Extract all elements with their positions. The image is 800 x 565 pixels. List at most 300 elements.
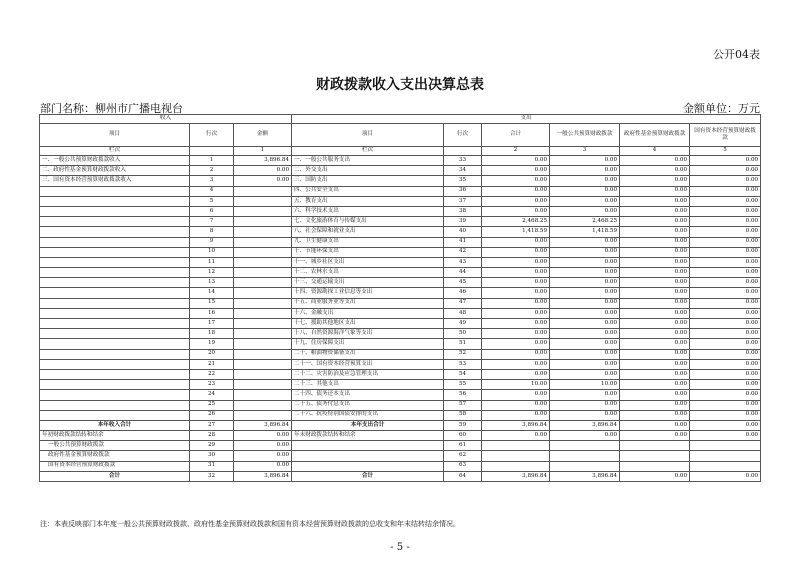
soe-capital-amount: 0.00 <box>690 390 761 400</box>
empty-cell <box>444 147 482 156</box>
expense-item: 二十三、其他支出 <box>292 380 444 390</box>
income-item: 国有资本经营预算财政拨款 <box>40 461 190 471</box>
table-row <box>40 471 761 481</box>
income-item <box>40 217 190 227</box>
total-header: 合计 <box>482 124 550 147</box>
income-row-no: 2 <box>190 166 234 176</box>
table-row <box>40 298 761 308</box>
soe-capital-amount: 0.00 <box>690 298 761 308</box>
expense-row-no: 42 <box>444 247 482 257</box>
expense-item <box>292 461 444 471</box>
soe-capital-amount: 0.00 <box>690 206 761 216</box>
table-row <box>40 308 761 318</box>
soe-capital-amount: 0.00 <box>690 176 761 186</box>
soe-capital-amount: 0.00 <box>690 329 761 339</box>
table-row <box>40 237 761 247</box>
general-budget-amount: 0.00 <box>550 410 620 420</box>
gov-fund-amount <box>620 461 690 471</box>
soe-capital-amount <box>690 451 761 461</box>
general-budget-amount: 0.00 <box>550 186 620 196</box>
gov-fund-amount: 0.00 <box>620 400 690 410</box>
total-amount: 0.00 <box>482 369 550 379</box>
gov-fund-amount <box>620 451 690 461</box>
total-amount: 2,468.25 <box>482 217 550 227</box>
income-amount <box>234 380 292 390</box>
table-row <box>40 247 761 257</box>
gov-fund-amount: 0.00 <box>620 329 690 339</box>
gov-fund-amount: 0.00 <box>620 349 690 359</box>
expense-row-no: 35 <box>444 176 482 186</box>
expense-row-no: 64 <box>444 471 482 481</box>
general-budget-amount: 0.00 <box>550 166 620 176</box>
income-row-no: 21 <box>190 359 234 369</box>
general-budget-amount: 0.00 <box>550 400 620 410</box>
table-row <box>40 206 761 216</box>
table-row <box>40 349 761 359</box>
soe-capital-amount: 0.00 <box>690 186 761 196</box>
income-item: 合计 <box>40 471 190 481</box>
expense-item: 二十六、抗疫特别国债安排的支出 <box>292 410 444 420</box>
expense-item: 二十五、债务付息支出 <box>292 400 444 410</box>
total-amount <box>482 451 550 461</box>
expense-row-no: 61 <box>444 441 482 451</box>
income-item <box>40 359 190 369</box>
income-row-no: 8 <box>190 227 234 237</box>
income-row-no: 7 <box>190 217 234 227</box>
table-row <box>40 278 761 288</box>
expense-row-no: 62 <box>444 451 482 461</box>
table-row <box>40 431 761 441</box>
col-number: 3 <box>550 147 620 156</box>
col-label: 栏次 <box>292 147 444 156</box>
expense-item: 十一、城乡社区支出 <box>292 257 444 267</box>
table-row <box>40 156 761 166</box>
general-budget-amount: 0.00 <box>550 319 620 329</box>
income-item <box>40 298 190 308</box>
expense-item: 十、节能环保支出 <box>292 247 444 257</box>
expense-row-no: 49 <box>444 319 482 329</box>
income-row-no: 14 <box>190 288 234 298</box>
expense-item <box>292 451 444 461</box>
col-number: 4 <box>620 147 690 156</box>
general-budget-amount: 0.00 <box>550 156 620 166</box>
income-row-no: 13 <box>190 278 234 288</box>
gov-fund-amount: 0.00 <box>620 339 690 349</box>
gov-fund-amount: 0.00 <box>620 186 690 196</box>
expense-item: 十四、资源勘探工业信息等支出 <box>292 288 444 298</box>
total-amount: 0.00 <box>482 359 550 369</box>
income-amount <box>234 186 292 196</box>
income-amount: 0.00 <box>234 176 292 186</box>
total-amount: 0.00 <box>482 308 550 318</box>
table-row <box>40 441 761 451</box>
income-amount <box>234 390 292 400</box>
col-number: 1 <box>234 147 292 156</box>
gov-fund-amount: 0.00 <box>620 420 690 430</box>
expense-item: 五、教育支出 <box>292 196 444 206</box>
income-header: 收入 <box>40 115 292 124</box>
income-row-no: 28 <box>190 431 234 441</box>
income-item <box>40 369 190 379</box>
soe-capital-header: 国有资本经营预算财政拨款 <box>690 124 761 147</box>
expense-row-no: 37 <box>444 196 482 206</box>
total-amount <box>482 441 550 451</box>
total-amount: 3,896.84 <box>482 420 550 430</box>
gov-fund-amount: 0.00 <box>620 206 690 216</box>
general-budget-amount: 2,468.25 <box>550 217 620 227</box>
income-item: 年初财政拨款结转和结余 <box>40 431 190 441</box>
income-item <box>40 247 190 257</box>
total-amount: 0.00 <box>482 206 550 216</box>
income-amount <box>234 237 292 247</box>
soe-capital-amount <box>690 441 761 451</box>
general-budget-amount: 0.00 <box>550 288 620 298</box>
income-amount <box>234 308 292 318</box>
expense-item <box>292 441 444 451</box>
expense-item: 八、社会保障和就业支出 <box>292 227 444 237</box>
income-row-no: 18 <box>190 329 234 339</box>
amount-unit: 金额单位：万元 <box>683 102 760 115</box>
expense-item: 十九、住房保障支出 <box>292 339 444 349</box>
income-item <box>40 329 190 339</box>
expense-item: 十六、金融支出 <box>292 308 444 318</box>
income-item <box>40 339 190 349</box>
soe-capital-amount: 0.00 <box>690 359 761 369</box>
form-code: 公开04表 <box>713 48 760 61</box>
total-amount: 0.00 <box>482 410 550 420</box>
general-budget-amount: 0.00 <box>550 359 620 369</box>
expense-item: 二十二、灾害防治及应急管理支出 <box>292 369 444 379</box>
income-amount: 3,896.84 <box>234 420 292 430</box>
income-row-no: 22 <box>190 369 234 379</box>
table-row <box>40 339 761 349</box>
income-amount: 0.00 <box>234 166 292 176</box>
income-amount <box>234 247 292 257</box>
expense-item: 十五、商业服务业等支出 <box>292 298 444 308</box>
general-budget-amount <box>550 441 620 451</box>
expense-row-no: 55 <box>444 380 482 390</box>
income-item <box>40 319 190 329</box>
total-amount: 0.00 <box>482 156 550 166</box>
table-row <box>40 420 761 430</box>
general-budget-amount: 0.00 <box>550 339 620 349</box>
expense-item: 二十、粮油物资储备支出 <box>292 349 444 359</box>
income-row-no: 6 <box>190 206 234 216</box>
total-amount: 0.00 <box>482 186 550 196</box>
expense-row-no: 39 <box>444 217 482 227</box>
table-row <box>40 319 761 329</box>
expense-item: 十二、农林水支出 <box>292 268 444 278</box>
expense-header: 支出 <box>292 115 761 124</box>
soe-capital-amount: 0.00 <box>690 237 761 247</box>
soe-capital-amount: 0.00 <box>690 471 761 481</box>
report-table <box>39 114 761 482</box>
income-row-no: 30 <box>190 451 234 461</box>
income-amount <box>234 227 292 237</box>
table-row <box>40 196 761 206</box>
income-item-header: 项目 <box>40 124 190 147</box>
gov-fund-amount: 0.00 <box>620 298 690 308</box>
expense-row-no: 63 <box>444 461 482 471</box>
total-amount: 0.00 <box>482 257 550 267</box>
expense-item: 二、外交支出 <box>292 166 444 176</box>
expense-row-no: 57 <box>444 400 482 410</box>
table-row <box>40 288 761 298</box>
income-amount: 3,896.84 <box>234 156 292 166</box>
expense-row-no: 38 <box>444 206 482 216</box>
income-item <box>40 308 190 318</box>
total-amount <box>482 461 550 471</box>
income-amount <box>234 349 292 359</box>
total-amount: 0.00 <box>482 166 550 176</box>
soe-capital-amount: 0.00 <box>690 410 761 420</box>
total-amount: 0.00 <box>482 247 550 257</box>
income-item <box>40 257 190 267</box>
soe-capital-amount: 0.00 <box>690 420 761 430</box>
general-budget-amount: 0.00 <box>550 257 620 267</box>
gov-fund-header: 政府性基金预算财政拨款 <box>620 124 690 147</box>
expense-row-no: 50 <box>444 329 482 339</box>
total-amount: 0.00 <box>482 329 550 339</box>
income-item: 本年收入合计 <box>40 420 190 430</box>
income-item <box>40 349 190 359</box>
general-budget-header: 一般公共预算财政拨款 <box>550 124 620 147</box>
gov-fund-amount: 0.00 <box>620 410 690 420</box>
soe-capital-amount: 0.00 <box>690 217 761 227</box>
soe-capital-amount <box>690 461 761 471</box>
income-row-no: 12 <box>190 268 234 278</box>
income-row-no: 17 <box>190 319 234 329</box>
general-budget-amount: 0.00 <box>550 308 620 318</box>
gov-fund-amount: 0.00 <box>620 196 690 206</box>
income-row-no: 26 <box>190 410 234 420</box>
expense-row-no: 34 <box>444 166 482 176</box>
gov-fund-amount: 0.00 <box>620 471 690 481</box>
expense-row-no: 40 <box>444 227 482 237</box>
income-row-no: 29 <box>190 441 234 451</box>
gov-fund-amount: 0.00 <box>620 431 690 441</box>
income-amount <box>234 410 292 420</box>
expense-row-no: 51 <box>444 339 482 349</box>
soe-capital-amount: 0.00 <box>690 196 761 206</box>
income-row-no: 31 <box>190 461 234 471</box>
income-amount <box>234 196 292 206</box>
gov-fund-amount: 0.00 <box>620 227 690 237</box>
general-budget-amount: 0.00 <box>550 298 620 308</box>
income-amount: 0.00 <box>234 461 292 471</box>
gov-fund-amount: 0.00 <box>620 278 690 288</box>
expense-item: 二十一、国有资本经营预算支出 <box>292 359 444 369</box>
table-row <box>40 461 761 471</box>
income-amount: 3,896.84 <box>234 471 292 481</box>
soe-capital-amount: 0.00 <box>690 400 761 410</box>
general-budget-amount: 0.00 <box>550 237 620 247</box>
expense-item-header: 项目 <box>292 124 444 147</box>
total-amount: 0.00 <box>482 400 550 410</box>
total-amount: 10.00 <box>482 380 550 390</box>
income-row-no: 20 <box>190 349 234 359</box>
general-budget-amount: 0.00 <box>550 369 620 379</box>
income-row-no: 19 <box>190 339 234 349</box>
income-amount <box>234 329 292 339</box>
income-amount <box>234 369 292 379</box>
income-item: 一般公共预算财政拨款 <box>40 441 190 451</box>
gov-fund-amount: 0.00 <box>620 308 690 318</box>
income-row-no: 23 <box>190 380 234 390</box>
total-amount: 0.00 <box>482 390 550 400</box>
gov-fund-amount: 0.00 <box>620 237 690 247</box>
soe-capital-amount: 0.00 <box>690 319 761 329</box>
total-amount: 1,418.59 <box>482 227 550 237</box>
income-item <box>40 237 190 247</box>
soe-capital-amount: 0.00 <box>690 308 761 318</box>
expense-row-no: 59 <box>444 420 482 430</box>
gov-fund-amount <box>620 441 690 451</box>
general-budget-amount: 0.00 <box>550 268 620 278</box>
general-budget-amount: 0.00 <box>550 247 620 257</box>
total-amount: 0.00 <box>482 196 550 206</box>
gov-fund-amount: 0.00 <box>620 390 690 400</box>
soe-capital-amount: 0.00 <box>690 278 761 288</box>
expense-item: 二十四、债务还本支出 <box>292 390 444 400</box>
soe-capital-amount: 0.00 <box>690 288 761 298</box>
income-amount <box>234 268 292 278</box>
income-row-no: 27 <box>190 420 234 430</box>
income-item <box>40 278 190 288</box>
expense-row-no: 53 <box>444 359 482 369</box>
gov-fund-amount: 0.00 <box>620 247 690 257</box>
income-amount <box>234 319 292 329</box>
total-amount: 0.00 <box>482 237 550 247</box>
table-row <box>40 186 761 196</box>
income-row-no: 32 <box>190 471 234 481</box>
income-item <box>40 400 190 410</box>
general-budget-amount: 3,896.84 <box>550 420 620 430</box>
expense-row-no: 44 <box>444 268 482 278</box>
page-title: 财政拨款收入支出决算总表 <box>316 77 484 93</box>
expense-item: 六、科学技术支出 <box>292 206 444 216</box>
expense-row-no: 36 <box>444 186 482 196</box>
footnote: 注：本表反映部门本年度一般公共预算财政拨款、政府性基金预算财政拨款和国有资本经营预算财政拨款的总收支和年末结转结余情况。 <box>40 520 460 528</box>
income-amount: 0.00 <box>234 451 292 461</box>
gov-fund-amount: 0.00 <box>620 369 690 379</box>
general-budget-amount: 0.00 <box>550 431 620 441</box>
table-row <box>40 329 761 339</box>
table-row <box>40 400 761 410</box>
income-row-no: 3 <box>190 176 234 186</box>
income-amount <box>234 298 292 308</box>
income-amount <box>234 278 292 288</box>
gov-fund-amount: 0.00 <box>620 176 690 186</box>
income-item <box>40 227 190 237</box>
general-budget-amount <box>550 451 620 461</box>
total-amount: 0.00 <box>482 431 550 441</box>
income-item: 政府性基金预算财政拨款 <box>40 451 190 461</box>
table-row <box>40 410 761 420</box>
income-amount <box>234 288 292 298</box>
expense-item: 九、卫生健康支出 <box>292 237 444 247</box>
income-row-no: 25 <box>190 400 234 410</box>
table-row <box>40 176 761 186</box>
table-row <box>40 359 761 369</box>
income-row-no: 16 <box>190 308 234 318</box>
expense-row-no: 60 <box>444 431 482 441</box>
income-item <box>40 186 190 196</box>
expense-item: 十八、自然资源海洋气象等支出 <box>292 329 444 339</box>
total-amount: 0.00 <box>482 319 550 329</box>
general-budget-amount: 0.00 <box>550 329 620 339</box>
gov-fund-amount: 0.00 <box>620 380 690 390</box>
income-row-no: 24 <box>190 390 234 400</box>
soe-capital-amount: 0.00 <box>690 227 761 237</box>
soe-capital-amount: 0.00 <box>690 156 761 166</box>
table-row <box>40 217 761 227</box>
income-amount <box>234 257 292 267</box>
income-amount <box>234 400 292 410</box>
table-row <box>40 268 761 278</box>
expense-row-no: 47 <box>444 298 482 308</box>
general-budget-amount: 10.00 <box>550 380 620 390</box>
expense-item: 合计 <box>292 471 444 481</box>
income-amount <box>234 206 292 216</box>
gov-fund-amount: 0.00 <box>620 166 690 176</box>
soe-capital-amount: 0.00 <box>690 166 761 176</box>
income-amount <box>234 217 292 227</box>
empty-cell <box>190 147 234 156</box>
col-number: 2 <box>482 147 550 156</box>
expense-item: 年末财政拨款结转和结余 <box>292 431 444 441</box>
expense-item: 本年支出合计 <box>292 420 444 430</box>
income-row-no: 5 <box>190 196 234 206</box>
table-row <box>40 390 761 400</box>
income-amount: 0.00 <box>234 441 292 451</box>
income-row-no: 10 <box>190 247 234 257</box>
soe-capital-amount: 0.00 <box>690 268 761 278</box>
income-item <box>40 380 190 390</box>
total-amount: 0.00 <box>482 268 550 278</box>
general-budget-amount: 0.00 <box>550 278 620 288</box>
general-budget-amount: 0.00 <box>550 176 620 186</box>
expense-row-no: 46 <box>444 288 482 298</box>
income-item: 二、政府性基金预算财政拨款收入 <box>40 166 190 176</box>
income-item <box>40 288 190 298</box>
page-number: - 5 - <box>390 542 410 553</box>
expense-item: 一、一般公共服务支出 <box>292 156 444 166</box>
general-budget-amount: 0.00 <box>550 390 620 400</box>
expense-item: 三、国防支出 <box>292 176 444 186</box>
general-budget-amount: 0.00 <box>550 196 620 206</box>
table-row <box>40 257 761 267</box>
gov-fund-amount: 0.00 <box>620 257 690 267</box>
table-body <box>40 156 761 482</box>
total-amount: 0.00 <box>482 278 550 288</box>
total-amount: 3,896.84 <box>482 471 550 481</box>
gov-fund-amount: 0.00 <box>620 359 690 369</box>
expense-item: 十七、援助其他地区支出 <box>292 319 444 329</box>
income-amount <box>234 359 292 369</box>
expense-row-no: 48 <box>444 308 482 318</box>
soe-capital-amount: 0.00 <box>690 349 761 359</box>
total-amount: 0.00 <box>482 339 550 349</box>
income-row-no: 9 <box>190 237 234 247</box>
col-number: 5 <box>690 147 761 156</box>
income-item <box>40 196 190 206</box>
table-row <box>40 380 761 390</box>
expense-row-no: 52 <box>444 349 482 359</box>
table-row <box>40 451 761 461</box>
expense-row-no-header: 行次 <box>444 124 482 147</box>
soe-capital-amount: 0.00 <box>690 339 761 349</box>
